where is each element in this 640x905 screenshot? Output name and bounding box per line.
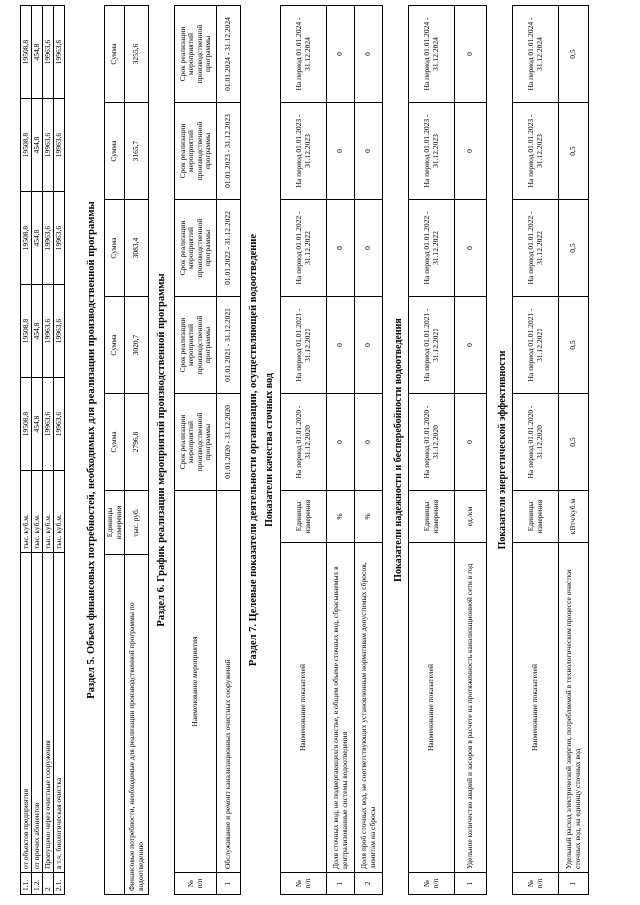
value-cell: 454,8	[32, 378, 43, 471]
section5-table	[104, 5, 149, 895]
table-row	[43, 6, 54, 895]
value-cell: 19508,8	[21, 6, 32, 99]
header-sum: Сумма	[105, 200, 125, 297]
header-period: На период 01.01.2021 - 31.12.2021	[281, 297, 327, 394]
row-name: Финансовые потребности, необходимые для реализации производственной программы по водоотведению	[125, 555, 149, 895]
row-unit: кВтч/куб.м	[559, 491, 589, 543]
table-row	[54, 6, 65, 895]
quality-table	[280, 5, 383, 895]
value-cell: 19508,8	[21, 378, 32, 471]
row-num: 1.2.	[32, 873, 43, 895]
row-num: 1.1.	[21, 873, 32, 895]
row-unit: тыс. руб.	[125, 491, 149, 555]
value-cell: 19963,6	[54, 99, 65, 192]
value-cell: 0,5	[559, 200, 589, 297]
table-row	[455, 6, 487, 895]
value-cell: 19963,6	[43, 6, 54, 99]
value-cell: 19963,6	[54, 192, 65, 285]
header-period: Срок реализации мероприятий производственной программы	[175, 6, 217, 103]
value-cell: 19508,8	[21, 192, 32, 285]
row-num: 1	[559, 873, 589, 895]
value-cell: 0,5	[559, 6, 589, 103]
value-cell: 0	[327, 297, 355, 394]
value-cell: 0	[355, 103, 383, 200]
header-num: № п/п	[513, 873, 559, 895]
value-cell: 454,8	[32, 99, 43, 192]
value-cell: 3020,7	[125, 297, 149, 394]
row-name: от прочих абонентов	[32, 553, 43, 873]
header-period: На период 01.01.2024 - 31.12.2024	[281, 6, 327, 103]
header-num: № п/п	[281, 873, 327, 895]
value-cell: 454,8	[32, 285, 43, 378]
value-cell: 0	[355, 394, 383, 491]
value-cell: 3165,7	[125, 103, 149, 200]
header-unit: Единицы измерения	[513, 491, 559, 543]
header-name: Наименование мероприятия	[175, 491, 217, 873]
period-cell: 01.01.2021 - 31.12.2021	[217, 297, 241, 394]
row-num: 2.1.	[54, 873, 65, 895]
energy-table	[512, 5, 589, 895]
value-cell: 0	[455, 6, 487, 103]
header-period: Срок реализации мероприятий производственной программы	[175, 297, 217, 394]
value-cell: 0,5	[559, 103, 589, 200]
header-period: На период 01.01.2020 - 31.12.2020	[513, 394, 559, 491]
row-name: Обслуживание и ремонт канализационных очистных сооружений	[217, 491, 241, 873]
table-row	[355, 6, 383, 895]
header-period: На период 01.01.2021 - 31.12.2021	[409, 297, 455, 394]
table-row	[32, 6, 43, 895]
value-cell: 19963,6	[54, 378, 65, 471]
reliability-table	[408, 5, 487, 895]
header-num: № п/п	[175, 873, 217, 895]
row-unit: тыс. куб.м.	[32, 471, 43, 553]
row-num: 1	[455, 873, 487, 895]
header-sum: Сумма	[105, 297, 125, 394]
value-cell: 0,5	[559, 297, 589, 394]
row-name: в т.ч. биологическая очистка	[54, 553, 65, 873]
header-sum: Сумма	[105, 103, 125, 200]
value-cell: 0	[355, 6, 383, 103]
value-cell: 19963,6	[43, 99, 54, 192]
value-cell: 0	[455, 200, 487, 297]
value-cell: 19963,6	[43, 192, 54, 285]
section7-title: Раздел 7. Целевые показатели деятельности организации, осуществляющей водоотведение	[248, 233, 259, 667]
header-period: На период 01.01.2022 - 31.12.2022	[409, 200, 455, 297]
value-cell: 0	[327, 103, 355, 200]
value-cell: 0	[455, 103, 487, 200]
section5-title: Раздел 5. Объем финансовых потребностей, необходимых для реализации производственной программы	[86, 201, 97, 699]
row-name: Доля сточных вод, не подвергающихся очистке, в общем объеме сточных вод, сбрасываемых в централизованные системы водоотведения	[327, 543, 355, 873]
row-unit: %	[355, 491, 383, 543]
value-cell: 0	[355, 297, 383, 394]
value-cell: 0	[327, 394, 355, 491]
row-unit: ед./км	[455, 491, 487, 543]
period-cell: 01.01.2022 - 31.12.2022	[217, 200, 241, 297]
row-unit: тыс. куб.м.	[43, 471, 54, 553]
table-row	[327, 6, 355, 895]
value-cell: 454,8	[32, 192, 43, 285]
header-period: На период 01.01.2023 - 31.12.2023	[513, 103, 559, 200]
header-unit: Единицы измерения	[409, 491, 455, 543]
value-cell: 2796,8	[125, 394, 149, 491]
row-name: Пропущено через очистные сооружения	[43, 553, 54, 873]
value-cell: 0	[455, 297, 487, 394]
row-num: 2	[43, 873, 54, 895]
row-num: 1	[327, 873, 355, 895]
header-unit: Единицы измерения	[281, 491, 327, 543]
section6-title: Раздел 6. График реализации мероприятий производственной программы	[156, 273, 167, 627]
value-cell: 19963,6	[54, 285, 65, 378]
value-cell: 19963,6	[43, 285, 54, 378]
header-name: Наименование показателей	[513, 543, 559, 873]
header-period: Срок реализации мероприятий производственной программы	[175, 394, 217, 491]
value-cell: 0	[327, 6, 355, 103]
table-row	[21, 6, 32, 895]
header-period: На период 01.01.2022 - 31.12.2022	[281, 200, 327, 297]
row-name: Доля проб сточных вод, не соответствующих установленным нормативам допустимых сбросов, лимитам на сбросы	[355, 543, 383, 873]
header-name: Наименование показателей	[281, 543, 327, 873]
header-period: На период 01.01.2020 - 31.12.2020	[281, 394, 327, 491]
value-cell: 3083,4	[125, 200, 149, 297]
value-cell: 19963,6	[54, 6, 65, 99]
header-sum: Сумма	[105, 394, 125, 491]
value-cell: 0	[327, 200, 355, 297]
value-cell: 19508,8	[21, 99, 32, 192]
quality-title: Показатели качества сточных вод	[264, 373, 275, 527]
value-cell: 0,5	[559, 394, 589, 491]
value-cell: 19963,6	[43, 378, 54, 471]
period-cell: 01.01.2024 - 31.12.2024	[217, 6, 241, 103]
value-cell: 454,8	[32, 6, 43, 99]
period-cell: 01.01.2023 - 31.12.2023	[217, 103, 241, 200]
value-cell: 0	[355, 200, 383, 297]
table-row	[559, 6, 589, 895]
section6-table	[174, 5, 241, 895]
header-period: На период 01.01.2024 - 31.12.2024	[513, 6, 559, 103]
reliability-title: Показатели надежности и бесперебойности водоотведения	[393, 318, 404, 582]
row-num: 2	[355, 873, 383, 895]
row-unit: тыс. куб.м.	[54, 471, 65, 553]
header-period: На период 01.01.2021 - 31.12.2021	[513, 297, 559, 394]
row-name: Удельное количество аварий и засоров в расчете на протяженность канализационной сети в год	[455, 543, 487, 873]
value-cell: 19508,8	[21, 285, 32, 378]
volume-table	[20, 5, 65, 895]
header-name: Наименование показателей	[409, 543, 455, 873]
header-period: На период 01.01.2023 - 31.12.2023	[281, 103, 327, 200]
header-period: Срок реализации мероприятий производственной программы	[175, 200, 217, 297]
value-cell: 3255,6	[125, 6, 149, 103]
header-blank	[105, 555, 125, 895]
header-unit: Единицы измерения	[105, 491, 125, 555]
header-num: № п/п	[409, 873, 455, 895]
row-num: 1	[217, 873, 241, 895]
header-period: На период 01.01.2022 - 31.12.2022	[513, 200, 559, 297]
header-period: На период 01.01.2024 - 31.12.2024	[409, 6, 455, 103]
header-period: Срок реализации мероприятий производственной программы	[175, 103, 217, 200]
energy-title: Показатели энергетической эффективности	[497, 350, 508, 550]
value-cell: 0	[455, 394, 487, 491]
period-cell: 01.01.2020 - 31.12.2020	[217, 394, 241, 491]
row-unit: тыс. куб.м.	[21, 471, 32, 553]
row-unit: %	[327, 491, 355, 543]
header-period: На период 01.01.2020 - 31.12.2020	[409, 394, 455, 491]
header-sum: Сумма	[105, 6, 125, 103]
row-name: Удельный расход электрической энергии, потребляемой в технологическом процессе очистки сточных вод, на единицу сточных вод	[559, 543, 589, 873]
row-name: от объектов предприятия	[21, 553, 32, 873]
header-period: На период 01.01.2023 - 31.12.2023	[409, 103, 455, 200]
